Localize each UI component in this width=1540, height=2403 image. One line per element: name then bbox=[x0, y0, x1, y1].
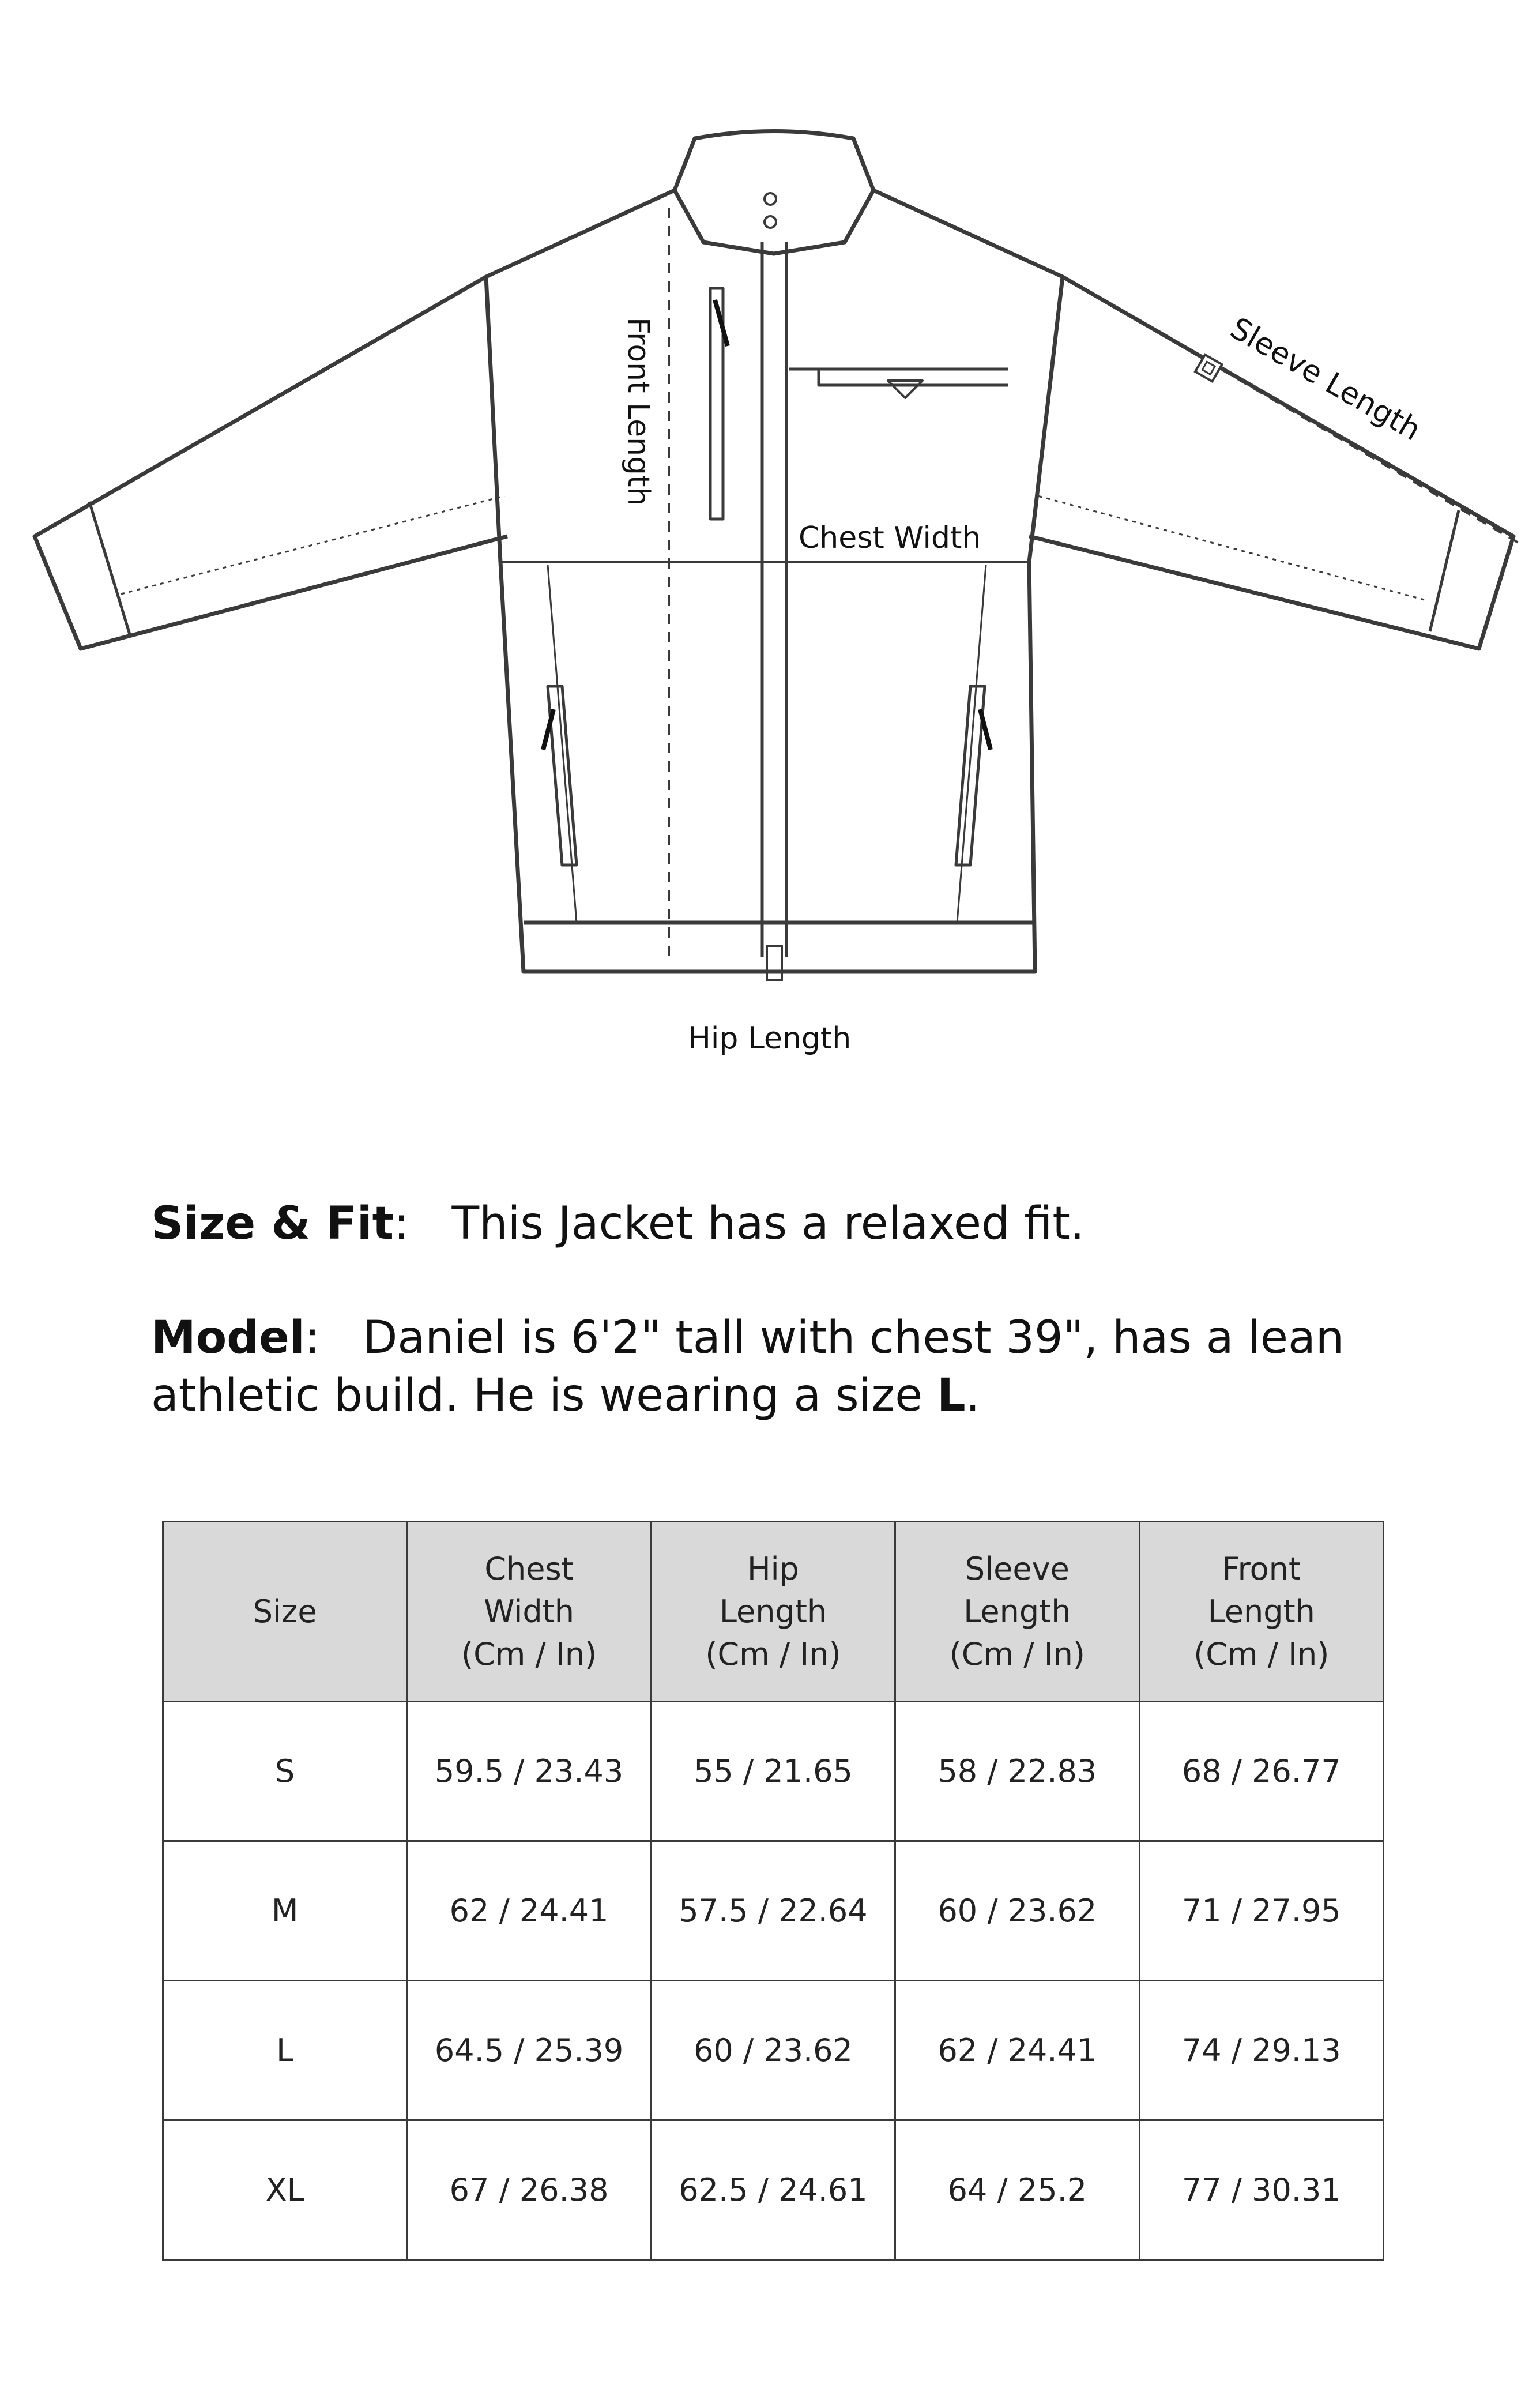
cell-sleeve-length: 64 / 25.2 bbox=[895, 2120, 1139, 2260]
model-description bbox=[151, 1309, 1448, 1424]
cell-hip-length: 60 / 23.62 bbox=[651, 1981, 895, 2120]
cell-chest-width: 62 / 24.41 bbox=[407, 1841, 651, 1981]
size-fit-separator: : bbox=[393, 1198, 409, 1250]
jacket-outline bbox=[35, 131, 1513, 981]
size-chart-table bbox=[162, 1521, 1384, 2261]
model-text: Daniel is 6'2" tall with chest 39", has a lean athletic build. He is wearing a size bbox=[151, 1312, 1345, 1422]
size-tag-icon bbox=[1195, 355, 1222, 381]
table-row bbox=[163, 1841, 1384, 1981]
table-header-row bbox=[163, 1522, 1384, 1702]
cell-size: M bbox=[163, 1841, 407, 1981]
size-fit-description bbox=[151, 1195, 1085, 1253]
cell-chest-width: 64.5 / 25.39 bbox=[407, 1981, 651, 2120]
size-fit-label: Size & Fit bbox=[151, 1198, 394, 1250]
sleeve-length-label: Sleeve Length bbox=[1224, 311, 1427, 448]
cell-chest-width: 67 / 26.38 bbox=[407, 2120, 651, 2260]
measurement-guides bbox=[669, 208, 1522, 963]
cell-chest-width: 59.5 / 23.43 bbox=[407, 1702, 651, 1841]
cell-size: S bbox=[163, 1702, 407, 1841]
table-row bbox=[163, 1702, 1384, 1841]
cell-front-length: 77 / 30.31 bbox=[1139, 2120, 1383, 2260]
cell-sleeve-length: 60 / 23.62 bbox=[895, 1841, 1139, 1981]
model-separator: : bbox=[304, 1312, 320, 1364]
cell-size: XL bbox=[163, 2120, 407, 2260]
chest-width-label: Chest Width bbox=[799, 521, 981, 555]
cell-sleeve-length: 58 / 22.83 bbox=[895, 1702, 1139, 1841]
header-chest-width: Chest Width (Cm / In) bbox=[407, 1522, 651, 1702]
cell-sleeve-length: 62 / 24.41 bbox=[895, 1981, 1139, 2120]
cell-front-length: 68 / 26.77 bbox=[1139, 1702, 1383, 1841]
header-front-length: Front Length (Cm / In) bbox=[1139, 1522, 1383, 1702]
cell-hip-length: 57.5 / 22.64 bbox=[651, 1841, 895, 1981]
cell-front-length: 74 / 29.13 bbox=[1139, 1981, 1383, 2120]
cell-hip-length: 62.5 / 24.61 bbox=[651, 2120, 895, 2260]
header-size: Size bbox=[163, 1522, 407, 1702]
header-hip-length: Hip Length (Cm / In) bbox=[651, 1522, 895, 1702]
table-row bbox=[163, 2120, 1384, 2260]
cell-size: L bbox=[163, 1981, 407, 2120]
model-label: Model bbox=[151, 1312, 305, 1364]
front-length-label: Front Length bbox=[621, 317, 656, 506]
model-size: L bbox=[937, 1370, 966, 1422]
cell-hip-length: 55 / 21.65 bbox=[651, 1702, 895, 1841]
cell-front-length: 71 / 27.95 bbox=[1139, 1841, 1383, 1981]
header-sleeve-length: Sleeve Length (Cm / In) bbox=[895, 1522, 1139, 1702]
hip-length-label: Hip Length bbox=[688, 1021, 852, 1056]
model-end: . bbox=[965, 1370, 980, 1422]
size-fit-text: This Jacket has a relaxed fit. bbox=[451, 1198, 1085, 1250]
table-row bbox=[163, 1981, 1384, 2120]
jacket-diagram bbox=[0, 0, 1540, 1096]
